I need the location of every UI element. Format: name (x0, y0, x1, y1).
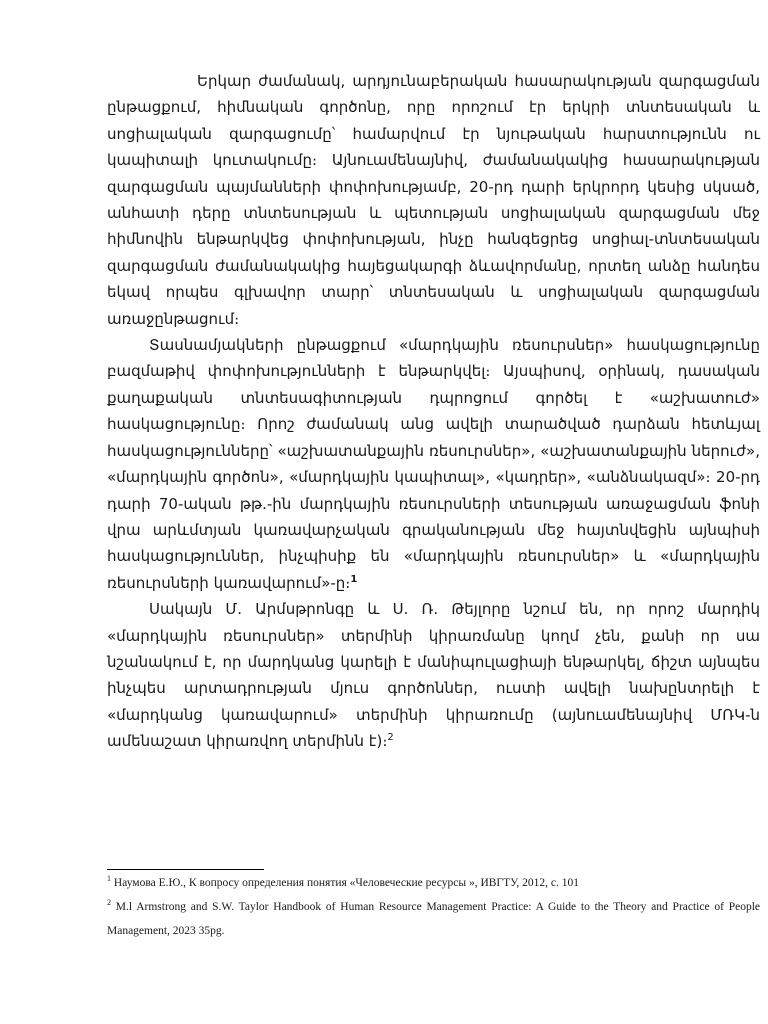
footnotes (107, 871, 760, 943)
paragraph-3-text: Սակայն Մ. Արմսթրոնգը և Ս. Ռ. Թեյլորը նշում են, որ որոշ մարդիկ «մարդկային ռեսուրսներ» տերմինի կիրառմանը կողմ չեն, քանի որ սա նշանակում է, որ մարդկանց կարելի է մանիպուլացիայի ենթարկել, ճիշտ այնպես ինչպես արտադրության մյուս գործոններ, ուստի ավելի նախընտրելի է «մարդկանց կառավարում» տերմինի կիրառումը (այնուամենայնիվ ՄՌԿ-ն ամենաշատ կիրառվող տերմինն է)։ (107, 600, 760, 751)
footnote-2-mark: 2 (107, 898, 111, 908)
paragraph-1-text: Երկար ժամանակ, արդյունաբերական հասարակության զարգացման ընթացքում, հիմնական գործոնը, որը որոշում էր երկրի տնտեսական և սոցիալական զարգացումը՝ համարվում էր նյութական հարստությունն ու կապիտալի կուտակումը։ Այնուամենայնիվ, ժամանակակից հասարակության զարգացման պայմանների փոփոխությամբ, 20-րդ դարի երկրորդ կեսից սկսած, անհատի դերը տնտեսության և պետության սոցիալական զարգացման մեջ հիմնովին ենթարկվեց փոփոխության, ինչը հանգեցրեց սոցիալ-տնտեսական զարգացման ժամանակակից հայեցակարգի ձևավորմանը, որտեղ անձը հանդես եկավ որպես գլխավոր տարր՝ տնտեսական և սոցիալական զարգացման առաջընթացում։ (107, 72, 760, 328)
footnote-2-text: M.l Armstrong and S.W. Taylor Handbook of Human Resource Management Practice: A Guide to the Theory and Practice of People Management, 2023 35pg. (107, 901, 760, 937)
footnote-1-text: Наумова Е.Ю., К вопросу определения понятия «Человеческие ресурсы », ИВГТУ, 2012, с. 101 (113, 877, 579, 889)
footnote-1 (107, 871, 760, 895)
footnote-1-mark: 1 (107, 874, 111, 884)
paragraph-2-text: Տասնամյակների ընթացքում «մարդկային ռեսուրսներ» հասկացությունը բազմաթիվ փոփոխությունների է ենթարկվել։ Այսպիսով, օրինակ, դասական քաղաքական տնտեսագիտության դպրոցում գործել է «աշխատուժ» հասկացությունը։ Որոշ ժամանակ անց ավելի տարածված դարձան հետևյալ հասկացությունները՝ «աշխատանքային ռեսուրսներ», «աշխատանքային ներուժ», «մարդկային գործոն», «մարդկային կապիտալ», «կադրեր», «անձնակազմ»։ 20-րդ դարի 70-ական թթ.-ին մարդկային ռեսուրսների տեսության առաջացման ֆոնի վրա արևմտյան կառավարչական գրականության մեջ հայտնվեցին այնպիսի հասկացություններ, ինչպիսիք են «մարդկային ռեսուրսներ» և «մարդկային ռեսուրսների կառավարում»-ը։ (107, 336, 760, 592)
footnote-ref-1[interactable]: 1 (350, 573, 358, 585)
footnote-ref-2[interactable]: 2 (387, 732, 394, 744)
footnote-2 (107, 895, 760, 943)
body-text (107, 68, 760, 755)
paragraph-1 (107, 68, 760, 332)
paragraph-3 (107, 596, 760, 754)
footnote-separator (107, 869, 264, 870)
paragraph-2 (107, 332, 760, 596)
